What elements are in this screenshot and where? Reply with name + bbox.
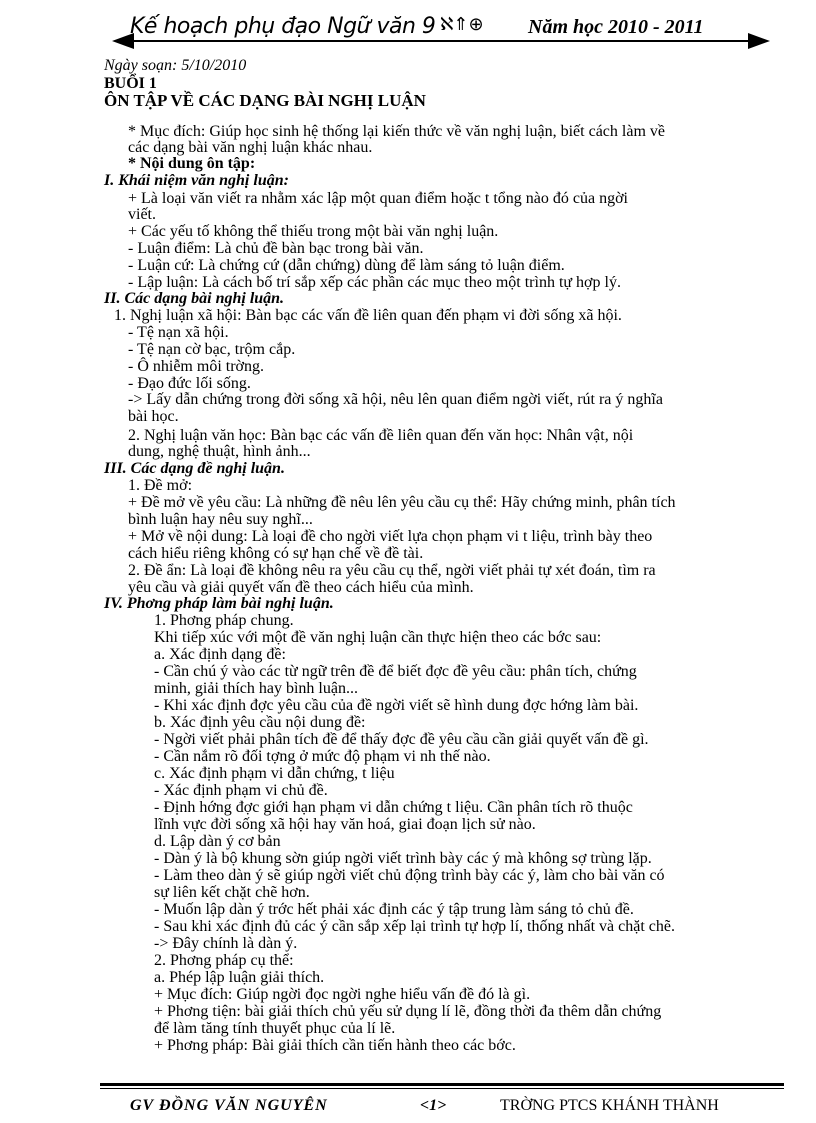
text-line: - Muốn lập dàn ý trớc hết phải xác định các ý tập trung làm sáng tỏ chủ đề. [154,901,634,918]
text-line: bình luận hay nêu suy nghĩ... [128,511,313,528]
section-heading: I. Khái niệm văn nghị luận: [104,172,289,189]
text-line: - Đạo đức lối sống. [128,375,251,392]
text-line: dung, nghệ thuật, hình ảnh... [128,443,311,460]
section-heading: * Nội dung ôn tập: [128,155,256,172]
text-line: - Ô nhiễm môi trờng. [128,358,264,375]
text-line: yêu cầu và giải quyết vấn đề theo cách hiểu của mình. [128,579,474,596]
text-line: 1. Nghị luận xã hội: Bàn bạc các vấn đề liên quan đến phạm vi đời sống xã hội. [114,307,622,324]
text-line: bài học. [128,408,179,425]
text-line: -> Đây chính là dàn ý. [154,935,298,952]
text-line: - Xác định phạm vi chủ đề. [154,782,328,799]
header-title: Kế hoạch phụ đạo Ngữ văn 9 [130,14,436,39]
text-line: + Các yếu tố không thể thiếu trong một bài văn nghị luận. [128,223,499,240]
text-line: - Dàn ý là bộ khung sờn giúp ngời viết trình bày các ý mà không sợ trùng lặp. [154,850,652,867]
text-line: Khi tiếp xúc với một đề văn nghị luận cần thực hiện theo các bớc sau: [154,629,602,646]
text-line: 2. Nghị luận văn học: Bàn bạc các vấn đề liên quan đến văn học: Nhân vật, nội [128,427,634,444]
text-line: - Lập luận: Là cách bố trí sắp xếp các phần các mục theo một trình tự hợp lý. [128,274,621,291]
text-line: + Đề mở về yêu cầu: Là những đề nêu lên yêu cầu cụ thể: Hãy chứng minh, phân tích [128,494,676,511]
section-heading: II. Các dạng bài nghị luận. [104,290,285,307]
page-title: ÔN TẬP VỀ CÁC DẠNG BÀI NGHỊ LUẬN [104,91,426,110]
page-header [0,0,816,60]
text-line: - Sau khi xác định đủ các ý cần sắp xếp lại trình tự hợp lí, thống nhất và chặt chẽ. [154,918,675,935]
text-line: a. Xác định dạng đề: [154,646,286,663]
text-line: - Cần nắm rõ đối tợng ở mức độ phạm vi nh thế nào. [154,748,491,765]
session-title: BUỔI 1 [104,75,157,92]
text-line: sự liên kết chặt chẽ hơn. [154,884,310,901]
text-line: 1. Phơng pháp chung. [154,612,294,629]
text-line: - Định hớng đợc giới hạn phạm vi dẫn chứng t liệu. Cần phân tích rõ thuộc [154,799,633,816]
text-line: + Mở về nội dung: Là loại đề cho ngời viết lựa chọn phạm vi t liệu, trình bày theo [128,528,653,545]
text-line: viết. [128,206,156,223]
text-line: b. Xác định yêu cầu nội dung đề: [154,714,366,731]
text-line: 2. Đề ẩn: Là loại đề không nêu ra yêu cầu cụ thể, ngời viết phải tự xét đoán, tìm ra [128,562,656,579]
text-line: các dạng bài văn nghị luận khác nhau. [128,139,373,156]
text-line: + Phơng tiện: bài giải thích chủ yếu sử dụng lí lẽ, đồng thời đa thêm dẫn chứng [154,1003,662,1020]
footer-rule [100,1083,784,1086]
page-number: <1> [420,1097,447,1114]
footer-author: GV ĐỒNG VĂN NGUYÊN [130,1097,328,1114]
text-line: + Mục đích: Giúp ngời đọc ngời nghe hiểu vấn đề đó là gì. [154,986,531,1003]
text-line: cách hiểu riêng không có sự hạn chế về đề tài. [128,545,424,562]
text-line: * Mục đích: Giúp học sinh hệ thống lại kiến thức về văn nghị luận, biết cách làm về [128,123,665,140]
text-line: - Luận cứ: Là chứng cứ (dẫn chứng) dùng để làm sáng tỏ luận điểm. [128,257,565,274]
text-line: lĩnh vực đời sống xã hội hay văn hoá, giai đoạn lịch sử nào. [154,816,536,833]
header-year: Năm học 2010 - 2011 [528,16,704,38]
section-heading: IV. Phơng pháp làm bài nghị luận. [104,595,334,612]
text-line: - Làm theo dàn ý sẽ giúp ngời viết chủ động trình bày các ý, làm cho bài văn có [154,867,665,884]
text-line: d. Lập dàn ý cơ bản [154,833,281,850]
header-decoration: ℵ⇑⊕ [440,14,484,35]
text-line: minh, giải thích hay bình luận... [154,680,358,697]
text-line: -> Lấy dẫn chứng trong đời sống xã hội, nêu lên quan điểm ngời viết, rút ra ý nghĩa [128,391,663,408]
text-line: - Cần chú ý vào các từ ngữ trên đề để biết đợc đề yêu cầu: phân tích, chứng [154,663,637,680]
date-line: Ngày soạn: 5/10/2010 [104,57,247,74]
text-line: c. Xác định phạm vi dẫn chứng, t liệu [154,765,395,782]
text-line: a. Phép lập luận giải thích. [154,969,325,986]
text-line: - Tệ nạn xã hội. [128,324,229,341]
text-line: 2. Phơng pháp cụ thể: [154,952,294,969]
text-line: - Tệ nạn cờ bạc, trộm cắp. [128,341,296,358]
text-line: để làm tăng tính thuyết phục của lí lẽ. [154,1020,396,1037]
text-line: - Khi xác định đợc yêu cầu của đề ngời viết sẽ hình dung đợc hớng làm bài. [154,697,639,714]
footer-school: TRỜNG PTCS KHÁNH THÀNH [500,1097,719,1114]
section-heading: III. Các dạng đề nghị luận. [104,460,285,477]
text-line: - Ngời viết phải phân tích đề để thấy đợc đề yêu cầu cần giải quyết vấn đề gì. [154,731,649,748]
text-line: + Phơng pháp: Bài giải thích cần tiến hành theo các bớc. [154,1037,516,1054]
text-line: - Luận điểm: Là chủ đề bàn bạc trong bài văn. [128,240,424,257]
footer-rule [100,1088,784,1089]
text-line: + Là loại văn viết ra nhằm xác lập một quan điểm hoặc t tổng nào đó của ngời [128,190,628,207]
text-line: 1. Đề mở: [128,477,193,494]
